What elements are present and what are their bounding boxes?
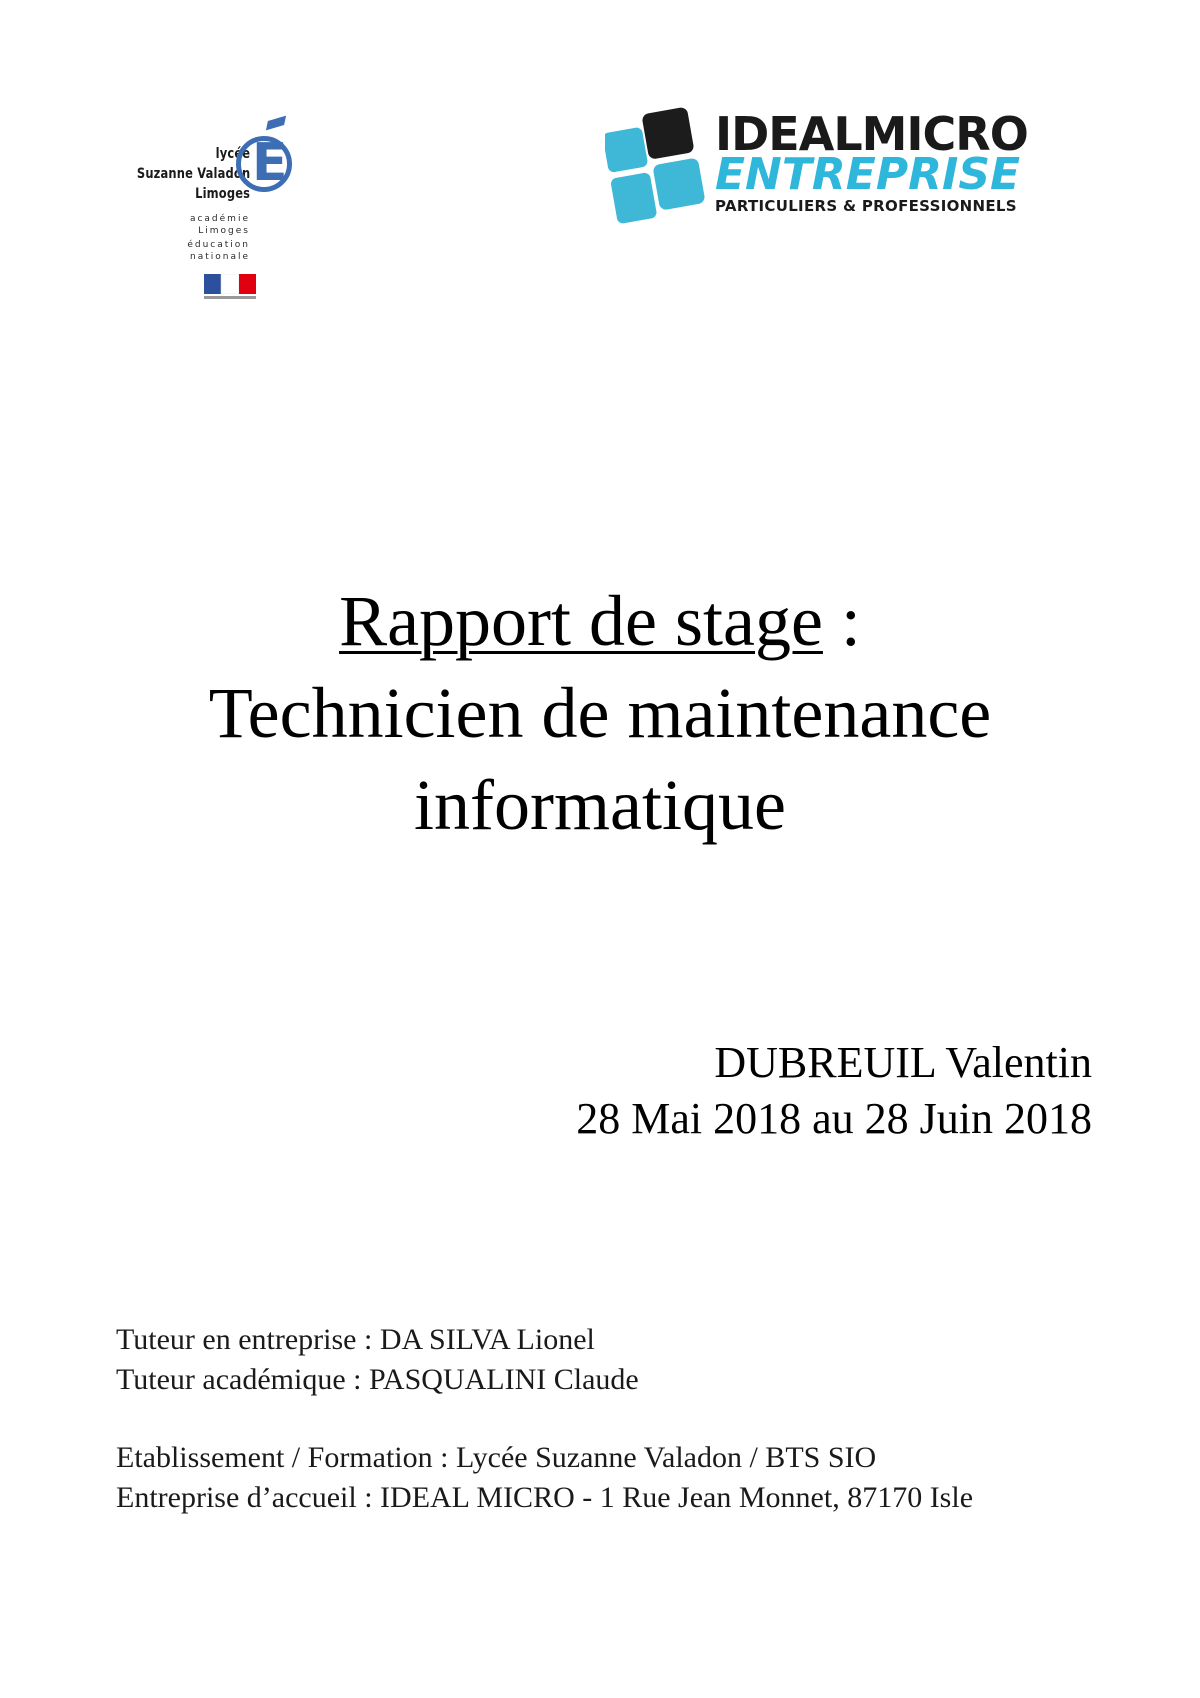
- internship-dates: 28 Mai 2018 au 28 Juin 2018: [576, 1094, 1092, 1143]
- school-training: Etablissement / Formation : Lycée Suzanne Valadon / BTS SIO: [116, 1441, 877, 1474]
- marianne-flag-icon: [204, 274, 256, 294]
- tiles-icon: [605, 103, 705, 235]
- company-tagline: PARTICULIERS & PROFESSIONNELS: [715, 197, 1017, 215]
- school-logo-small-line: nationale: [189, 252, 250, 262]
- spacer: [116, 1400, 973, 1438]
- author-name: DUBREUIL Valentin: [714, 1038, 1092, 1087]
- author-block: [576, 1035, 1092, 1147]
- company-sub: ENTREPRISE: [715, 149, 1021, 200]
- marianne-caption: [204, 296, 256, 299]
- school-logo: [136, 118, 310, 304]
- title-underlined: Rapport de stage: [339, 581, 823, 661]
- title-line-1: [0, 575, 1200, 667]
- host-company: Entreprise d’accueil : IDEAL MICRO - 1 Rue Jean Monnet, 87170 Isle: [116, 1481, 974, 1514]
- title-colon: :: [822, 581, 861, 661]
- school-logo-small-line: éducation: [187, 240, 250, 250]
- company-logo: [605, 103, 1095, 235]
- title-line-2: Technicien de maintenance: [208, 673, 992, 753]
- title-line-3: informatique: [414, 765, 786, 845]
- report-title: [0, 575, 1200, 851]
- school-logo-line: Suzanne Valadon: [136, 166, 250, 182]
- school-logo-small-line: académie: [189, 214, 250, 224]
- tutor-company: Tuteur en entreprise : DA SILVA Lionel: [116, 1323, 595, 1356]
- school-logo-line: lycée: [215, 146, 250, 162]
- education-emblem-letter: E: [252, 133, 288, 193]
- details-block: [116, 1320, 973, 1518]
- school-logo-line: Limoges: [194, 186, 250, 202]
- education-emblem-accent: [266, 116, 286, 131]
- tutor-academic: Tuteur académique : PASQUALINI Claude: [116, 1363, 639, 1396]
- company-brand: IDEALMICRO: [715, 107, 1028, 161]
- school-logo-small-line: Limoges: [198, 226, 250, 236]
